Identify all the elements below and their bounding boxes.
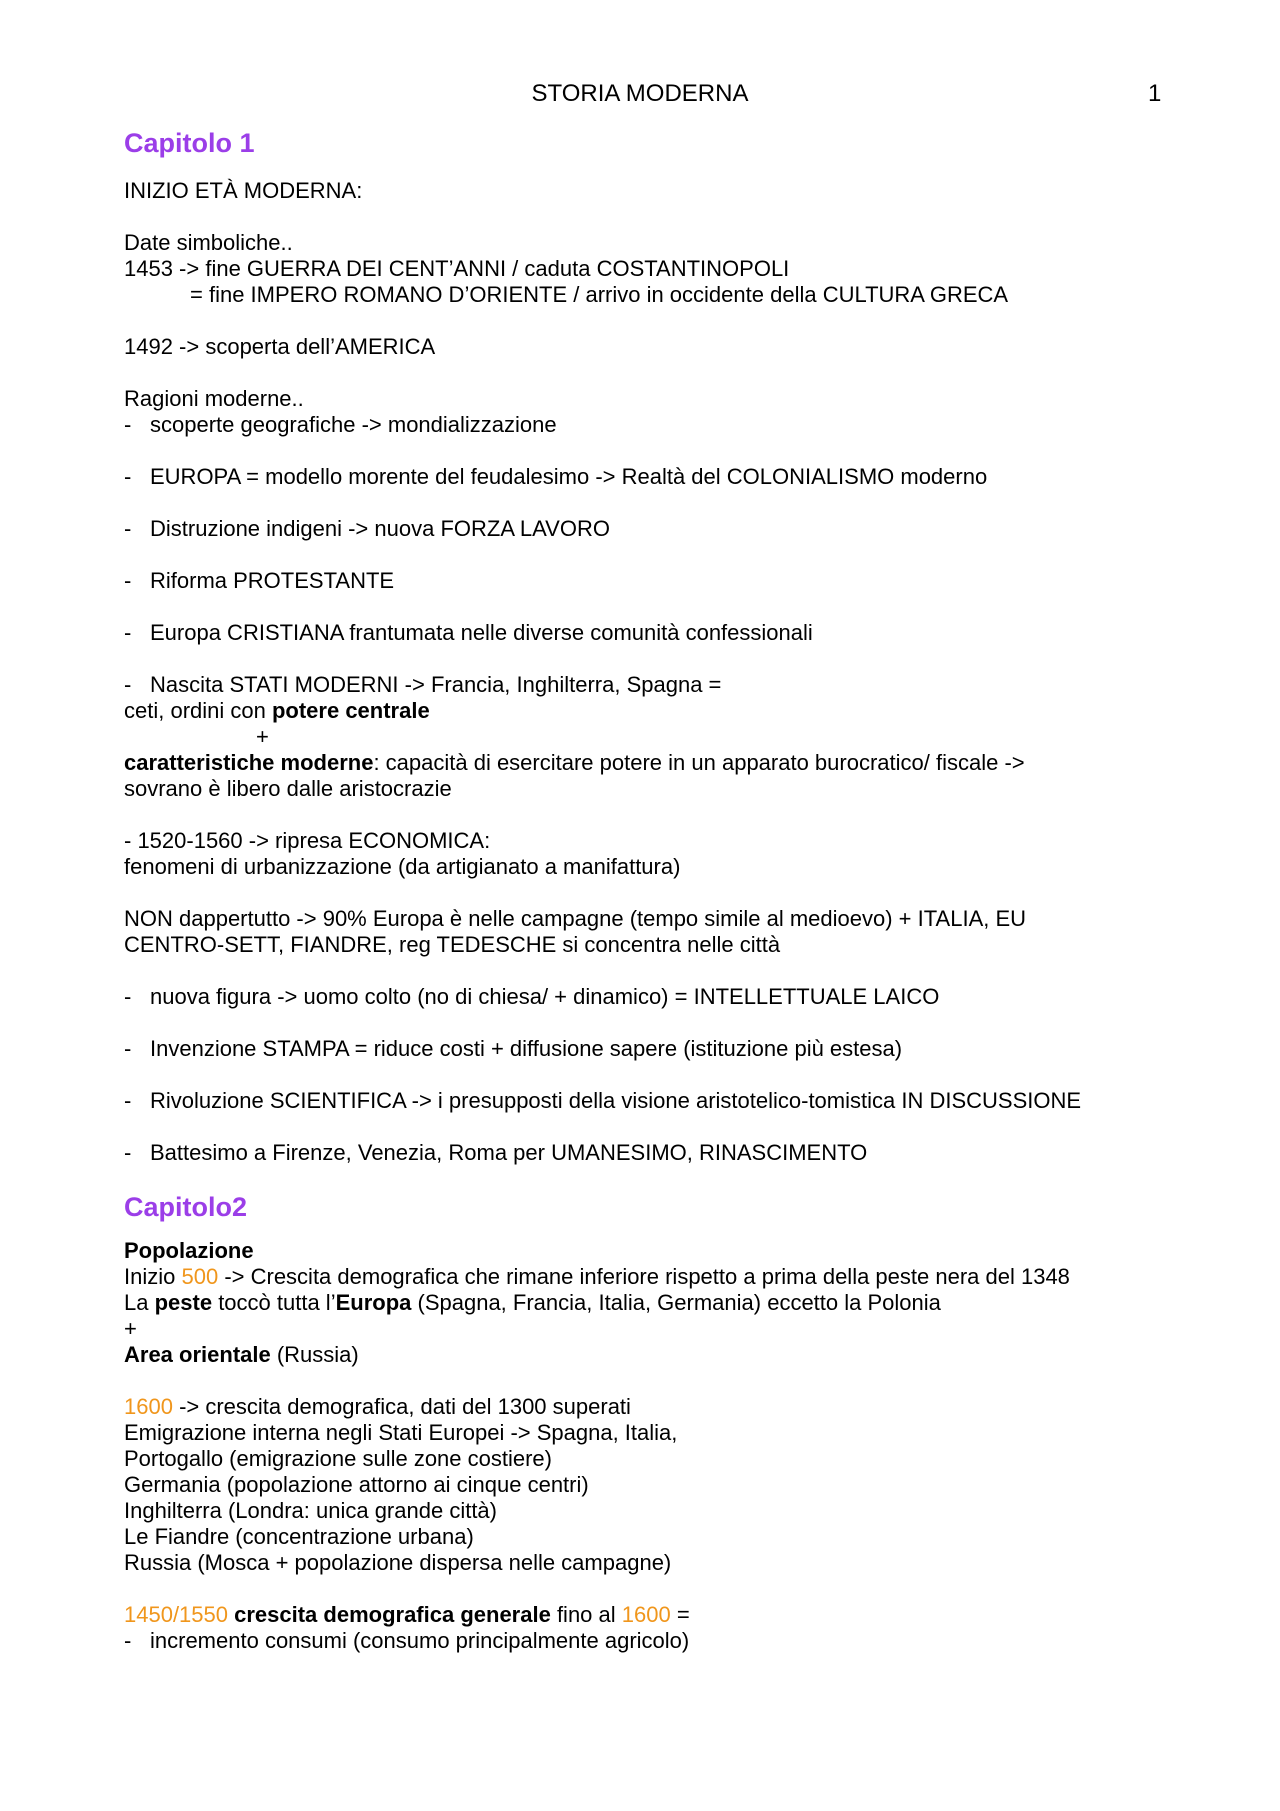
urbanizzazione-line: fenomeni di urbanizzazione (da artigianato a manifattura) bbox=[124, 854, 681, 879]
chapter-2-title: Capitolo2 bbox=[124, 1192, 248, 1222]
list-item: - EUROPA = modello morente del feudalesimo -> Realtà del COLONIALISMO moderno bbox=[124, 464, 988, 489]
non-dappertutto-line: NON dappertutto -> 90% Europa è nelle campagne (tempo simile al medioevo) + ITALIA, EU bbox=[124, 906, 1027, 931]
date-1453-equivalence: = fine IMPERO ROMANO D’ORIENTE / arrivo in occidente della CULTURA GRECA bbox=[190, 282, 1009, 307]
ripresa-line: - 1520-1560 -> ripresa ECONOMICA: bbox=[124, 828, 491, 853]
list-item: - Europa CRISTIANA frantumata nelle diverse comunità confessionali bbox=[124, 620, 813, 645]
list-item: Germania (popolazione attorno ai cinque centri) bbox=[124, 1472, 589, 1497]
list-item: - Distruzione indigeni -> nuova FORZA LAVORO bbox=[124, 516, 610, 541]
crescita-generale-line: 1450/1550 crescita demografica generale fino al 1600 = bbox=[124, 1602, 690, 1627]
list-item: - Invenzione STAMPA = riduce costi + diffusione sapere (istituzione più estesa) bbox=[124, 1036, 903, 1061]
list-item: Le Fiandre (concentrazione urbana) bbox=[124, 1524, 474, 1549]
list-item: Russia (Mosca + popolazione dispersa nelle campagne) bbox=[124, 1550, 672, 1575]
list-item: - nuova figura -> uomo colto (no di chiesa/ + dinamico) = INTELLETTUALE LAICO bbox=[124, 984, 940, 1009]
list-item: Emigrazione interna negli Stati Europei -> Spagna, Italia, bbox=[124, 1420, 678, 1445]
plus-sign: + bbox=[124, 1316, 137, 1341]
list-item: - Rivoluzione SCIENTIFICA -> i presupposti della visione aristotelico-tomistica IN DISCUSSIONE bbox=[124, 1088, 1082, 1113]
crescita-1600-line: 1600 -> crescita demografica, dati del 1300 superati bbox=[124, 1394, 631, 1419]
chapter-1-title: Capitolo 1 bbox=[124, 128, 255, 158]
date-1492-line: 1492 -> scoperta dell’AMERICA bbox=[124, 334, 436, 359]
area-orientale-line: Area orientale (Russia) bbox=[124, 1342, 359, 1367]
plus-sign: + bbox=[256, 724, 269, 749]
list-item: - scoperte geografiche -> mondializzazione bbox=[124, 412, 557, 437]
intro-line: INIZIO ETÀ MODERNA: bbox=[124, 178, 363, 203]
stati-moderni-line: - Nascita STATI MODERNI -> Francia, Inghilterra, Spagna = bbox=[124, 672, 722, 697]
centro-sett-line: CENTRO-SETT, FIANDRE, reg TEDESCHE si concentra nelle città bbox=[124, 932, 781, 957]
inizio-line: Inizio 500 -> Crescita demografica che rimane inferiore rispetto a prima della peste nera del 1348 bbox=[124, 1264, 1070, 1289]
list-item: - incremento consumi (consumo principalmente agricolo) bbox=[124, 1628, 690, 1653]
list-item: - Riforma PROTESTANTE bbox=[124, 568, 395, 593]
list-item: - Battesimo a Firenze, Venezia, Roma per UMANESIMO, RINASCIMENTO bbox=[124, 1140, 868, 1165]
list-item: Inghilterra (Londra: unica grande città) bbox=[124, 1498, 497, 1523]
page-number: 1 bbox=[1148, 80, 1162, 107]
popolazione-heading: Popolazione bbox=[124, 1238, 254, 1263]
dates-heading: Date simboliche.. bbox=[124, 230, 293, 255]
peste-line: La peste toccò tutta l’Europa (Spagna, Francia, Italia, Germania) eccetto la Polonia bbox=[124, 1290, 941, 1315]
stati-ceti-line: ceti, ordini con potere centrale bbox=[124, 698, 430, 723]
document-body bbox=[124, 126, 1184, 1654]
date-1453-line: 1453 -> fine GUERRA DEI CENT’ANNI / caduta COSTANTINOPOLI bbox=[124, 256, 790, 281]
reasons-heading: Ragioni moderne.. bbox=[124, 386, 304, 411]
list-item: Portogallo (emigrazione sulle zone costiere) bbox=[124, 1446, 552, 1471]
header-title: STORIA MODERNA bbox=[531, 80, 749, 107]
caratteristiche-line: caratteristiche moderne: capacità di esercitare potere in un apparato burocratico/ fiscale -> bbox=[124, 750, 1025, 775]
sovrano-line: sovrano è libero dalle aristocrazie bbox=[124, 776, 452, 801]
